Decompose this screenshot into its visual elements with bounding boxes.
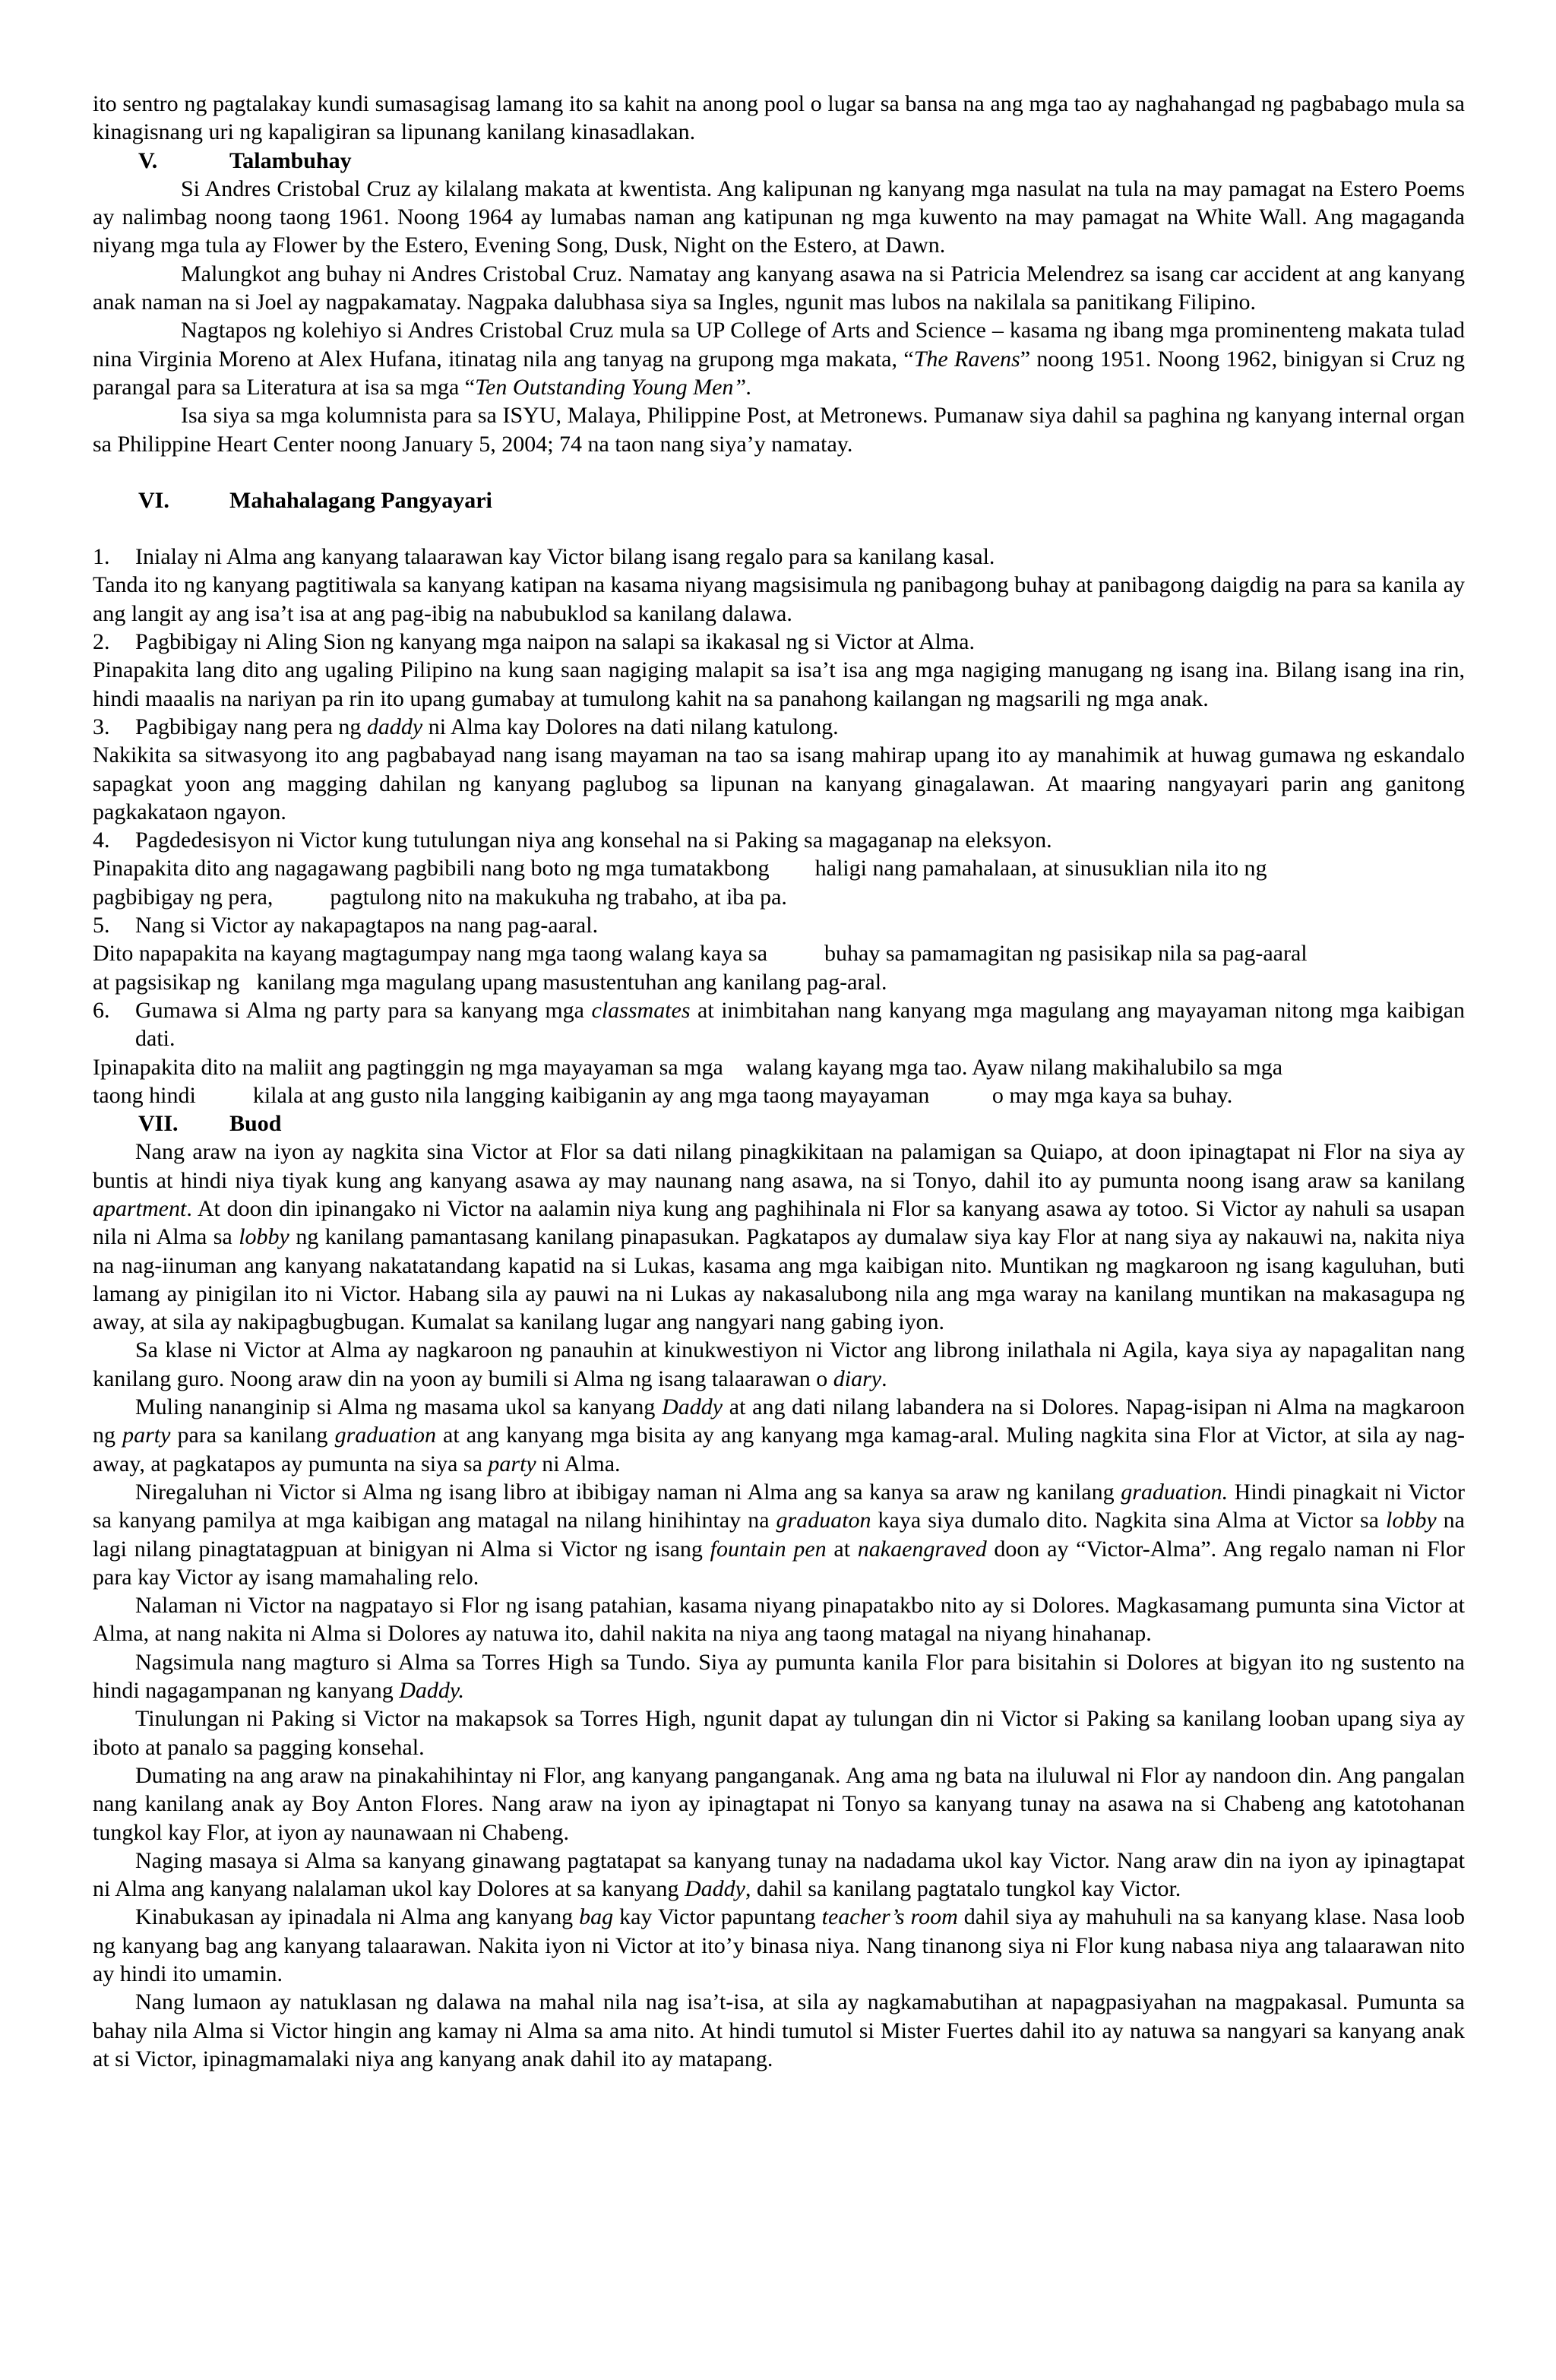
event-item	[93, 826, 1465, 854]
paragraph: Si Andres Cristobal Cruz ay kilalang makata at kwentista. Ang kalipunan ng kanyang mga nasulat na tula na may pamagat na Estero Poems ay nalimbag noong taong 1961. Noong 1964 ay lumabas naman ang katipunan ng mga kuwento na may pamagat na White Wall. Ang magaganda niyang mga tula ay Flower by the Estero, Evening Song, Dusk, Night on the Estero, at Dawn.	[93, 176, 1465, 258]
event-description: Nakikita sa sitwasyong ito ang pagbabayad nang isang mayaman na tao sa isang mahirap upang ito ay manahimik at huwag gumawa ng eskandalo sapagkat yoon ang magging dahilan ng kanyang paglubog sa lipunan na kanyang ginagalawan. At maaring nangyayari parin ang ganitong pagkakataon ngayon.	[93, 742, 1465, 824]
italic-text: Daddy	[662, 1394, 723, 1420]
italic-text: nakaengraved	[857, 1536, 987, 1562]
section-number: V.	[138, 147, 158, 173]
event-number: 5.	[93, 913, 110, 938]
text-run: kay Victor papuntang	[613, 1904, 822, 1930]
text-run: , dahil sa kanilang pagtatalo tungkol kay Victor.	[745, 1876, 1181, 1902]
text-run: at inimbitahan nang kanyang mga magulang ang mayayaman nitong mga kaibigan dati.	[135, 997, 1465, 1052]
italic-text: The Ravens	[913, 346, 1020, 372]
text-run: doon ay “Victor-Alma”. Ang regalo naman ni Flor para kay Victor ay isang mamahaling relo.	[93, 1536, 1465, 1590]
event-description: pagbibigay ng pera, pagtulong nito na makukuha ng trabaho, at iba pa.	[93, 884, 787, 910]
italic-text: lobby	[239, 1224, 289, 1250]
text-run: Sa klase ni Victor at Alma ay nagkaroon ng panauhin at kinukwestiyon ni Victor ang librong inilathala ni Agila, kaya siya ay napagalitan nang kanilang guro. Noong araw din na yoon ay bumili si Alma ng isang talaarawan o	[93, 1337, 1465, 1391]
text-run: ” noong 1951. Noong 1962, binigyan si Cruz ng parangal para sa Literatura at isa sa mga “	[93, 346, 1465, 400]
heading-buod	[93, 1109, 1465, 1138]
heading-mahahalagang-pangyayari	[93, 486, 1465, 514]
event-item	[93, 628, 1465, 656]
text-run: ng kanilang pamantasang kanilang pinapasukan. Pagkatapos ay dumalaw siya kay Flor at nang siya ay nakauwi na, nakita niya na nag-iinuman ang kanyang nakatatandang kapatid na si Lukas, kasama ang mga kaibigan nito. Muntikan ng magkaroon ng isang kaguluhan, buti lamang ay pinigilan ito ni Victor. Habang sila ay pauwi na ni Lukas ay nakasalubong nila ang mga waray na kanilang muntikan na makasagupa ng away, at sila ay nakipagbugbugan. Kumalat sa kanilang lugar ang nangyari nang gabing iyon.	[93, 1224, 1465, 1335]
paragraph	[93, 1648, 1465, 1705]
event-item	[93, 996, 1465, 1053]
event-description: taong hindi kilala at ang gusto nila langging kaibiganin ay ang mga taong mayayaman o may mga kaya sa buhay.	[93, 1082, 1233, 1108]
italic-text: daddy	[366, 714, 423, 739]
text-run: at	[826, 1536, 858, 1562]
text-run: at ang kanyang mga bisita ay ang kanyang mga kamag-aral. Muling nagkita sina Flor at Victor, at sila ay nag-away, at pagkatapos ay pumunta na siya sa	[93, 1423, 1466, 1476]
event-number: 1.	[93, 544, 110, 570]
event-description: Tanda ito ng kanyang pagtitiwala sa kanyang katipan na kasama niyang magsisimula ng panibagong buhay at panibagong daigdig na para sa kanila ay ang langit ay ang isa’t isa at ang pag-ibig na nabubuklod sa kanilang dalawa.	[93, 572, 1465, 626]
section-number: VII.	[138, 1111, 179, 1137]
section-title: Talambuhay	[229, 147, 352, 173]
italic-text: teacher’s room	[821, 1904, 958, 1930]
event-description: at pagsisikap ng kanilang mga magulang upang masustentuhan ang kanilang pag-aral.	[93, 969, 887, 995]
italic-text: lobby	[1386, 1508, 1437, 1533]
paragraph: Isa siya sa mga kolumnista para sa ISYU, Malaya, Philippine Post, at Metronews. Pumanaw siya dahil sa paghina ng kanyang internal organ sa Philippine Heart Center noong January 5, 2004; 74 na taon nang siya’y namatay.	[93, 403, 1465, 457]
text-run: Naging masaya si Alma sa kanyang ginawang pagtatapat sa kanyang tunay na nadadama ukol kay Victor. Nang araw din na iyon ay ipinagtapat ni Alma ang kanyang nalalaman ukol kay Dolores at sa kanyang	[93, 1847, 1465, 1902]
text-run: ni Alma kay Dolores na dati nilang katulong.	[422, 714, 839, 739]
event-item	[93, 713, 1465, 741]
spacer	[93, 514, 1465, 543]
italic-text: classmates	[591, 997, 691, 1023]
section-title: Buod	[229, 1111, 282, 1137]
text-run: Nagsimula nang magturo si Alma sa Torres High sa Tundo. Siya ay pumunta kanila Flor para bisitahin si Dolores at bigyan ito ng sustento na hindi nagagampanan ng kanyang	[93, 1649, 1465, 1704]
section-number: VI.	[138, 487, 169, 513]
italic-text: Daddy	[684, 1876, 745, 1902]
italic-text: Daddy.	[399, 1678, 465, 1704]
event-number: 2.	[93, 629, 110, 655]
italic-text: Ten Outstanding Young Men”.	[475, 374, 752, 400]
italic-text: graduation.	[1121, 1479, 1229, 1505]
event-item	[93, 543, 1465, 571]
italic-text: graduaton	[776, 1508, 871, 1533]
paragraph: Dumating na ang araw na pinakahihintay ni Flor, ang kanyang panganganak. Ang ama ng bata na iluluwal ni Flor ay nandoon din. Ang pangalan nang kanilang anak ay Boy Anton Flores. Nang araw na iyon ay ipinagtapat ni Tonyo sa kanyang tunay na asawa na si Chabeng ang katotohanan tungkol kay Flor, at iyon ay naunawaan ni Chabeng.	[93, 1762, 1465, 1845]
heading-talambuhay	[93, 147, 1465, 175]
event-description: Dito napapakita na kayang magtagumpay nang mga taong walang kaya sa buhay sa pamamagitan ng pasisikap nila sa pag-aaral	[93, 941, 1308, 967]
paragraph: Tinulungan ni Paking si Victor na makapsok sa Torres High, ngunit dapat ay tulungan din ni Victor si Paking sa kanilang looban upang siya ay iboto at panalo sa pagging konsehal.	[93, 1706, 1465, 1760]
italic-text: fountain pen	[710, 1536, 827, 1562]
text-run: at ang dati nilang labandera na si Dolores. Napag-isipan ni Alma na magkaroon ng	[93, 1394, 1465, 1448]
italic-text: graduation	[334, 1423, 436, 1448]
section-title: Mahahalagang Pangyayari	[229, 487, 492, 513]
event-title: Inialay ni Alma ang kanyang talaarawan kay Victor bilang isang regalo para sa kanilang kasal.	[135, 544, 995, 570]
paragraph: Nalaman ni Victor na nagpatayo si Flor ng isang patahian, kasama niyang pinapatakbo nito ay si Dolores. Magkasamang pumunta sina Victor at Alma, at nang nakita ni Alma si Dolores ay natuwa ito, dahil nakita na niya ang taong matagal na niyang hinahanap.	[93, 1593, 1465, 1647]
event-title: Pagbibigay ni Aling Sion ng kanyang mga naipon na salapi sa ikakasal ng si Victor at Alma.	[135, 629, 975, 655]
paragraph	[93, 1847, 1465, 1904]
text-run: Pagbibigay nang pera ng	[135, 714, 367, 739]
italic-text: party	[488, 1451, 536, 1476]
paragraph: Malungkot ang buhay ni Andres Cristobal Cruz. Namatay ang kanyang asawa na si Patricia Melendrez sa isang car accident at ang kanyang anak naman na si Joel ay nagpakamatay. Nagpaka dalubhasa siya sa Ingles, ngunit mas lubos na nakilala sa panitikang Filipino.	[93, 261, 1465, 315]
event-description: Pinapakita dito ang nagagawang pagbibili nang boto ng mga tumatakbong haligi nang pamahalaan, at sinusuklian nila ito ng	[93, 856, 1267, 881]
event-description: Ipinapakita dito na maliit ang pagtinggin ng mga mayayaman sa mga walang kayang mga tao. Ayaw nilang makihalubilo sa mga	[93, 1054, 1283, 1080]
paragraph-intro: ito sentro ng pagtalakay kundi sumasagisag lamang ito sa kahit na anong pool o lugar sa bansa na ang mga tao ay naghahangad ng pagbabago mula sa kinagisnang uri ng kapaligiran sa lipunang kanilang kinasadlakan.	[93, 91, 1465, 145]
text-run: ni Alma.	[536, 1451, 621, 1476]
text-run: . At doon din ipinangako ni Victor na aalamin niya kung ang paghihinala ni Flor sa kanyang asawa ay totoo. Si Victor ay nahuli sa usapan nila ni Alma sa	[93, 1195, 1465, 1250]
paragraph	[93, 1336, 1465, 1393]
event-title: Nang si Victor ay nakapagtapos na nang pag-aaral.	[135, 913, 599, 938]
text-run: .	[881, 1366, 887, 1391]
document-body	[93, 90, 1465, 2073]
italic-text: party	[122, 1423, 171, 1448]
text-run: Kinabukasan ay ipinadala ni Alma ang kanyang	[135, 1904, 580, 1930]
text-run: kaya siya dumalo dito. Nagkita sina Alma at Victor sa	[871, 1508, 1386, 1533]
event-item	[93, 911, 1465, 939]
italic-text: apartment	[93, 1195, 187, 1221]
text-run: Nagtapos ng kolehiyo si Andres Cristobal Cruz mula sa UP College of Arts and Science – kasama ng ibang mga prominenteng makata tulad nina Virginia Moreno at Alex Hufana, itinatag nila ang tanyag na grupong mga makata, “	[93, 318, 1465, 372]
italic-text: bag	[579, 1904, 614, 1930]
text-run: Nang araw na iyon ay nagkita sina Victor at Flor sa dati nilang pinagkikitaan na palamigan sa Quiapo, at doon ipinagtapat ni Flor na siya ay buntis at hindi niya tiyak kung ang kanyang asawa ay may naunang nang asawa, na si Tonyo, dahil ito ay pumunta noong isang araw sa kanilang	[93, 1139, 1465, 1193]
event-title: Pagdedesisyon ni Victor kung tutulungan niya ang konsehal na si Paking sa magaganap na eleksyon.	[135, 828, 1052, 853]
italic-text: diary	[833, 1366, 882, 1391]
text-run: dahil siya ay mahuhuli na sa kanyang klase. Nasa loob ng kanyang bag ang kanyang talaarawan. Nakita iyon ni Victor at ito’y binasa niya. Nang tinanong siya ni Flor kung nabasa niya ang talaarawan nito ay hindi ito umamin.	[93, 1904, 1465, 1986]
text-run: na lagi nilang pinagtatagpuan at binigyan ni Alma si Victor ng isang	[93, 1508, 1465, 1562]
spacer	[93, 458, 1465, 486]
event-number: 4.	[93, 828, 110, 853]
event-number: 3.	[93, 714, 110, 739]
event-description: Pinapakita lang dito ang ugaling Pilipino na kung saan nagiging malapit sa isa’t isa ang mga nagiging manugang ng isang ina. Bilang isang ina rin, hindi maaalis na nariyan pa rin ito upang gumabay at tumulong kahit na sa panahong kailangan ng magsarili ng mga anak.	[93, 657, 1465, 711]
paragraph	[93, 1138, 1465, 1336]
paragraph	[93, 316, 1465, 401]
text-run: Hindi pinagkait ni Victor sa kanyang pamilya at mga kaibigan ang matagal na nilang hinihintay na	[93, 1479, 1465, 1533]
event-number: 6.	[93, 997, 110, 1023]
paragraph	[93, 1393, 1465, 1478]
paragraph: Nang lumaon ay natuklasan ng dalawa na mahal nila nag isa’t-isa, at sila ay nagkamabutihan at napagpasiyahan na magpakasal. Pumunta sa bahay nila Alma si Victor hingin ang kamay ni Alma sa ama nito. At hindi tumutol si Mister Fuertes dahil ito ay natuwa sa nangyari sa kanyang anak at si Victor, ipinagmamalaki niya ang kanyang anak dahil ito ay matapang.	[93, 1989, 1465, 2071]
text-run: para sa kanilang	[170, 1423, 335, 1448]
text-run: Niregaluhan ni Victor si Alma ng isang libro at ibibigay naman ni Alma ang sa kanya sa araw ng kanilang	[135, 1479, 1121, 1505]
text-run: Muling nananginip si Alma ng masama ukol sa kanyang	[135, 1394, 663, 1420]
text-run: Gumawa si Alma ng party para sa kanyang mga	[135, 997, 592, 1023]
paragraph	[93, 1903, 1465, 1988]
paragraph	[93, 1478, 1465, 1591]
